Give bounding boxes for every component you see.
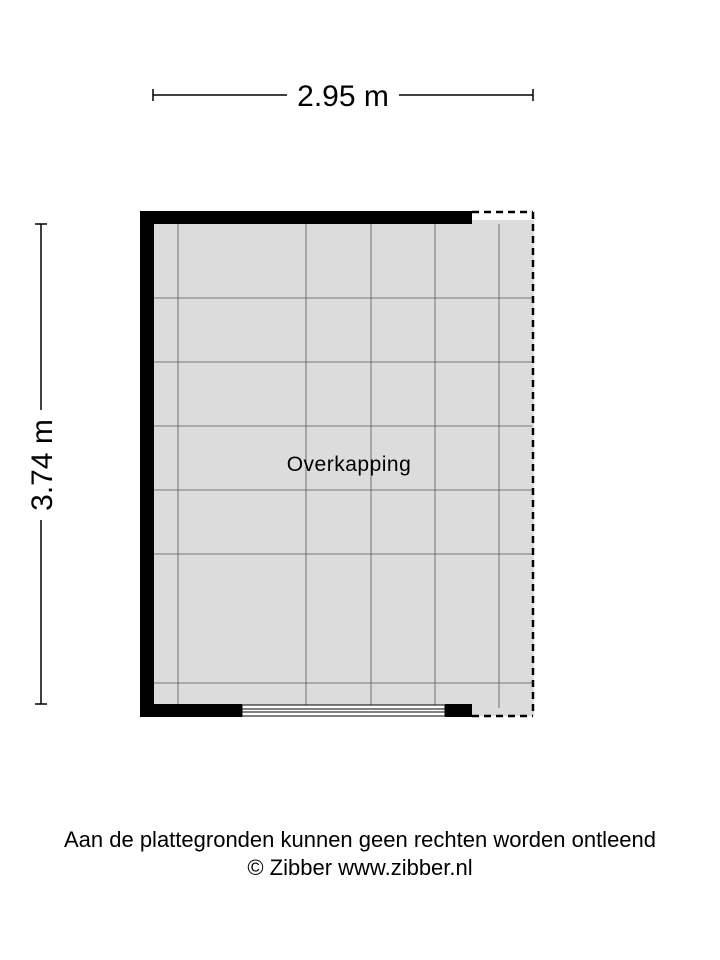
disclaimer-text: Aan de plattegronden kunnen geen rechten worden ontleend (63, 827, 657, 852)
wall-top (140, 211, 472, 224)
window-opening (242, 705, 445, 716)
wall-left (140, 211, 154, 717)
room-label: Overkapping (286, 453, 412, 476)
width-label: 2.95 m (297, 80, 389, 113)
copyright-text: © Zibber www.zibber.nl (247, 855, 473, 880)
wall-bottom-right (445, 704, 472, 717)
height-label: 3.74 m (26, 419, 59, 511)
wall-bottom-left (140, 704, 242, 717)
